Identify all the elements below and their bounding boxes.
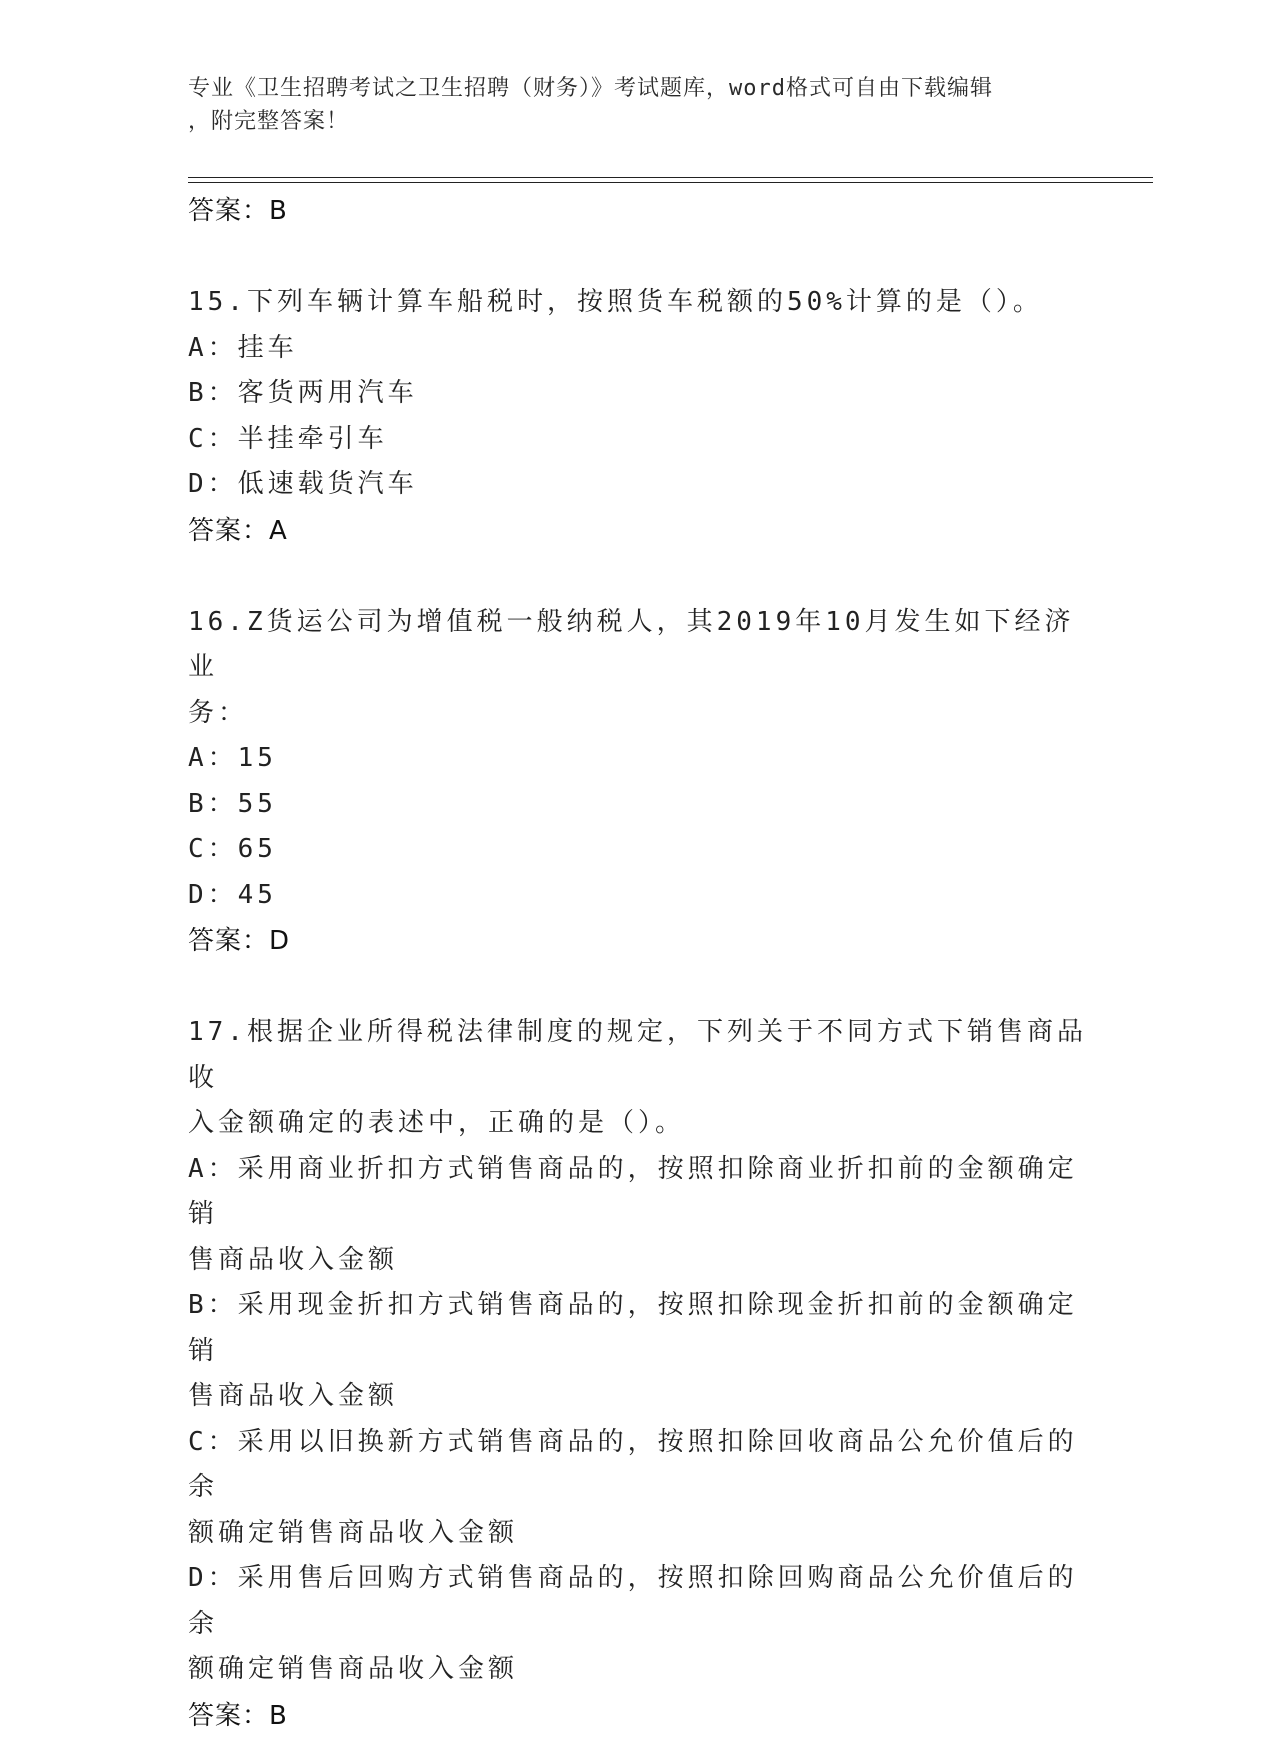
option-c: C：65 xyxy=(188,834,277,864)
question-17 xyxy=(188,1010,1088,1739)
option-c-line: 额确定销售商品收入金额 xyxy=(188,1517,519,1548)
question-15 xyxy=(188,280,1088,554)
option-b-line: B：采用现金折扣方式销售商品的，按照扣除现金折扣前的金额确定销 xyxy=(188,1290,1078,1366)
option-b: B：客货两用汽车 xyxy=(188,378,418,408)
document-header xyxy=(188,72,1068,138)
question-stem-line: 入金额确定的表述中，正确的是（）。 xyxy=(188,1108,686,1138)
option-b-line: 售商品收入金额 xyxy=(188,1381,399,1411)
question-stem-line: 17.根据企业所得税法律制度的规定，下列关于不同方式下销售商品收 xyxy=(188,1017,1087,1093)
option-a: A：挂车 xyxy=(188,332,298,363)
option-d-line: 额确定销售商品收入金额 xyxy=(188,1654,519,1684)
option-c: C：半挂牵引车 xyxy=(188,423,388,454)
header-divider-bottom xyxy=(188,182,1153,183)
spacer xyxy=(188,234,1088,280)
header-divider-top xyxy=(188,177,1153,178)
question-answer: 答案：A xyxy=(188,515,288,546)
option-d: D：45 xyxy=(188,879,277,910)
option-b: B：55 xyxy=(188,788,277,819)
question-stem-line: 务： xyxy=(188,697,249,728)
question-16 xyxy=(188,600,1088,965)
option-c-line: C：采用以旧换新方式销售商品的，按照扣除回收商品公允价值后的余 xyxy=(188,1426,1078,1502)
option-a-line: 售商品收入金额 xyxy=(188,1244,399,1275)
question-stem-line: 16.Z货运公司为增值税一般纳税人，其2019年10月发生如下经济业 xyxy=(188,606,1075,682)
spacer xyxy=(188,554,1088,600)
question-answer: 答案：B xyxy=(188,1700,288,1731)
spacer xyxy=(188,964,1088,1010)
header-line-1: 专业《卫生招聘考试之卫生招聘（财务）》考试题库，word格式可自由下载编辑 xyxy=(188,76,993,101)
previous-answer: 答案：B xyxy=(188,196,288,226)
header-line-2: ，附完整答案！ xyxy=(188,109,350,134)
question-list xyxy=(188,188,1088,1739)
option-d: D：低速载货汽车 xyxy=(188,469,418,499)
question-stem-line: 15.下列车辆计算车船税时，按照货车税额的50%计算的是（）。 xyxy=(188,287,1043,317)
option-a-line: A：采用商业折扣方式销售商品的，按照扣除商业折扣前的金额确定销 xyxy=(188,1153,1078,1229)
question-answer: 答案：D xyxy=(188,926,291,956)
option-a: A：15 xyxy=(188,743,277,773)
option-d-line: D：采用售后回购方式销售商品的，按照扣除回购商品公允价值后的余 xyxy=(188,1563,1078,1639)
